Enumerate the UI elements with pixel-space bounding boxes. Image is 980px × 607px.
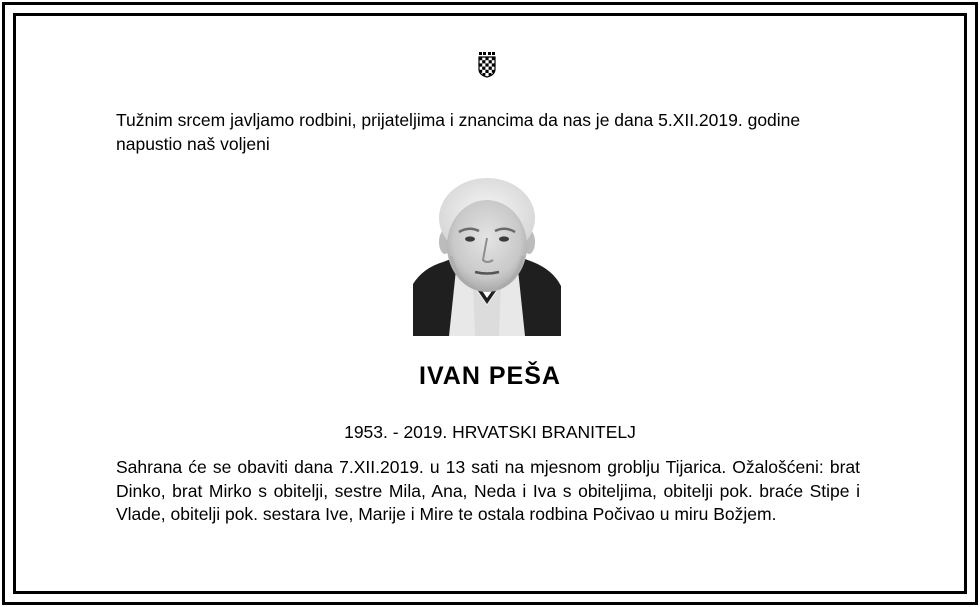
funeral-details: Sahrana će se obaviti dana 7.XII.2019. u 13 sati na mjesnom groblju Tijarica. Ožalošćeni: brat Dinko, brat Mirko s obitelji, sestre Mila, Ana, Neda i Iva s obiteljima, obitelji pok. braće Stipe i Vlade, obitelji pok. sestara Ive, Marije i Mire te ostala rodbina Počivao u miru Božjem. bbox=[116, 457, 860, 524]
deceased-name: IVAN PEŠA bbox=[419, 362, 561, 390]
intro-text: Tužnim srcem javljamo rodbini, prijateljima i znancima da nas je dana 5.XII.2019. godine napustio naš voljeni bbox=[116, 110, 801, 154]
coat-of-arms-icon bbox=[478, 52, 496, 78]
life-dates: 1953. - 2019. HRVATSKI BRANITELJ bbox=[344, 422, 636, 442]
portrait-photo bbox=[413, 176, 561, 336]
